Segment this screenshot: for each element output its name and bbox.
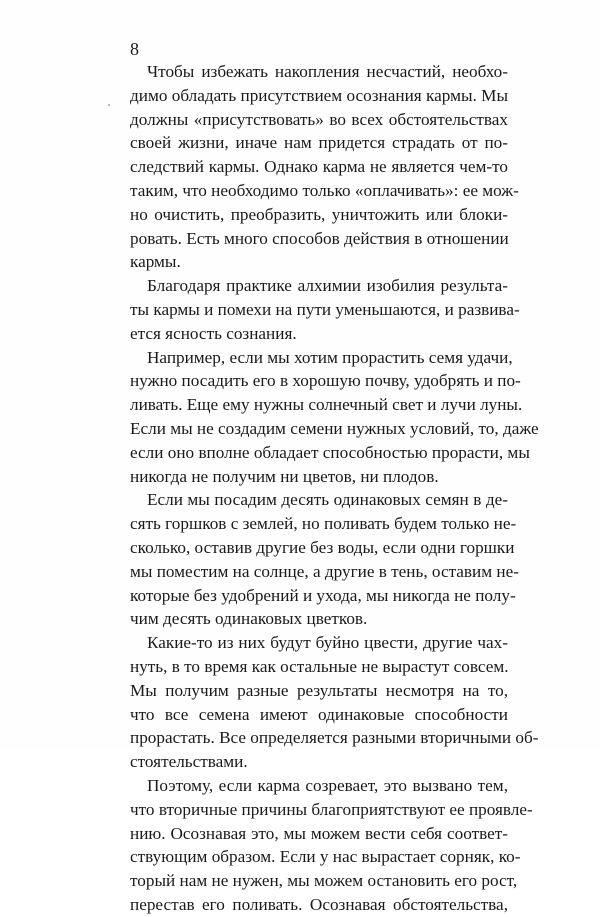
text-line: ствующим образом. Если у нас вырастает сорняк, ко-: [130, 847, 521, 867]
margin-mark: [108, 104, 110, 106]
text-line: Например, если мы хотим прорастить семя удачи,: [147, 347, 513, 367]
text-line: прорастать. Все определяется разными вторичными об-: [130, 728, 539, 748]
text-line: никогда не получим ни цветов, ни плодов.: [130, 466, 439, 486]
text-line: Если мы посадим десять одинаковых семян в де-: [147, 490, 508, 510]
text-line: нию. Осознавая это, мы можем вести себя соответ-: [130, 823, 508, 843]
text-line: Если мы не создадим семени нужных условий, то, даже: [130, 418, 539, 438]
text-line: ливать. Еще ему нужны солнечный свет и лучи луны.: [130, 395, 523, 415]
text-line: сколько, оставив другие без воды, если одни горшки: [130, 537, 515, 557]
text-line: должны «присутствовать» во всех обстоятельствах: [130, 109, 508, 129]
text-line: но очистить, преобразить, уничтожить или блоки-: [130, 204, 508, 224]
paragraph: [130, 274, 520, 345]
page-number: 8: [130, 39, 139, 59]
text-line: кармы.: [130, 252, 181, 272]
body-text: [130, 60, 539, 917]
text-line: ты кармы и помехи на пути уменьшаются, и развива-: [130, 299, 520, 319]
text-line: сять горшков с землей, но поливать будем только не-: [130, 514, 517, 534]
text-line: следствий кармы. Однако карма не является чем-то: [130, 157, 508, 177]
text-line: чим десять одинаковых цветков.: [130, 609, 368, 629]
text-line: торый нам не нужен, мы можем остановить его рост,: [130, 871, 518, 891]
text-line: мы поместим на солнце, а другие в тень, оставим не-: [130, 561, 519, 581]
text-line: ровать. Есть много способов действия в отношении: [130, 228, 509, 248]
text-line: димо обладать присутствием осознания кармы. Мы: [130, 85, 508, 105]
text-line: перестав его поливать. Осознавая обстоятельства,: [130, 894, 508, 914]
text-line: Поэтому, если карма созревает, это вызвано тем,: [147, 775, 508, 795]
text-line: Чтобы избежать накопления несчастий, необхо-: [147, 62, 508, 81]
paragraph: [130, 488, 519, 631]
text-line: которые без удобрений и ухода, мы никогда не полу-: [130, 585, 516, 605]
text-line: Благодаря практике алхимии изобилия результа-: [147, 276, 508, 296]
paragraph: [130, 774, 533, 917]
text-line: Мы получим разные результаты несмотря на то,: [130, 680, 508, 700]
text-line: что все семена имеют одинаковые способности: [130, 704, 508, 724]
paragraph: [130, 631, 539, 774]
paragraph: [130, 346, 539, 489]
paragraph: [130, 60, 519, 274]
text-line: Какие-то из них будут буйно цвести, другие чах-: [147, 633, 508, 653]
text-line: ется ясность сознания.: [130, 323, 297, 343]
text-line: своей жизни, иначе нам придется страдать от по-: [130, 133, 508, 153]
text-line: что вторичные причины благоприятствуют ее проявле-: [130, 799, 533, 819]
text-line: если оно вполне обладает способностью прорасти, мы: [130, 442, 530, 462]
text-line: стоятельствами.: [130, 752, 248, 772]
text-line: таким, что необходимо только «оплачивать»: ее мож-: [130, 180, 519, 200]
text-line: нуть, в то время как остальные не вырастут совсем.: [130, 656, 509, 676]
text-line: нужно посадить его в хорошую почву, удобрять и по-: [130, 371, 521, 391]
